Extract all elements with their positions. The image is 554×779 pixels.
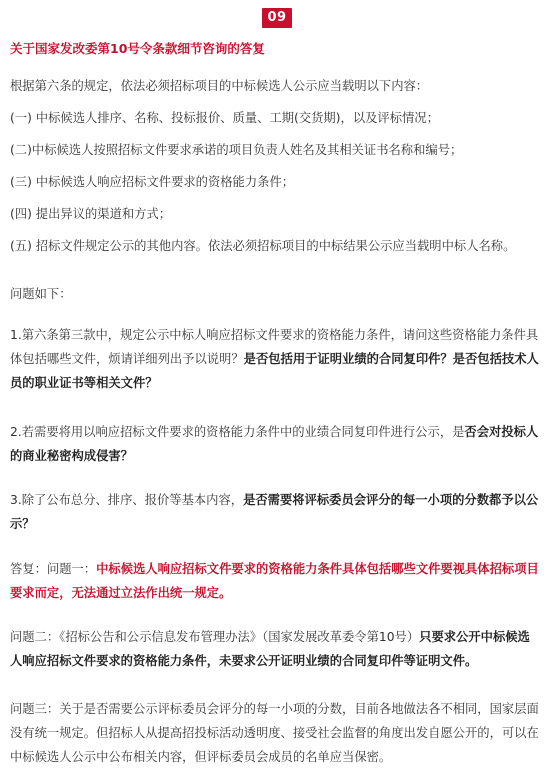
question-1-emphasis: 是否包括用于证明业绩的合同复印件？是否包括技术人员的职业证书等相关文件？ (10, 352, 539, 390)
list-item: (五) 招标文件规定公示的其他内容。依法必须招标项目的中标结果公示应当载明中标人名称。 (10, 239, 516, 253)
list-item: (四) 提出异议的渠道和方式； (10, 207, 172, 221)
questions-label: 问题如下： (10, 287, 72, 301)
answer-2 (10, 625, 540, 673)
intro-paragraph: 根据第六条的规定，依法必须招标项目的中标候选人公示应当载明以下内容： (10, 79, 429, 93)
answer-3: 问题三：关于是否需要公示评标委员会评分的每一小项的分数，目前各地做法各不相同，国家层面没有统一规定。但招标人从提高招投标活动透明度、接受社会监督的角度出发自愿公开的，可以在中标候选人公示中公布相关内容，但评标委员会成员的名单应当保密。 (10, 702, 539, 764)
list-item: (一) 中标候选人排序、名称、投标报价、质量、工期(交货期)，以及评标情况； (10, 111, 439, 125)
question-2 (10, 420, 540, 468)
list-item: (三) 中标候选人响应招标文件要求的资格能力条件； (10, 175, 295, 189)
question-2-emphasis: 否会对投标人的商业秘密构成侵害？ (10, 425, 539, 463)
page-title: 关于国家发改委第10号令条款细节咨询的答复 (10, 41, 265, 56)
badge-row (0, 6, 554, 28)
question-1 (10, 323, 540, 395)
answer-1-label: 答复：问题一： (10, 562, 97, 576)
answer-1 (10, 557, 540, 605)
answer-1-emphasis: 中标候选人响应招标文件要求的资格能力条件具体包括哪些文件要视具体招标项目要求而定，无法通过立法作出统一规定。 (10, 562, 539, 600)
list-item: (二)中标候选人按照招标文件要求承诺的项目负责人姓名及其相关证书名称和编号； (10, 143, 463, 157)
question-1-text: 1.第六条第三款中，规定公示中标人响应招标文件要求的资格能力条件，请问这些资格能力条件具体包括哪些文件，烦请详细列出予以说明？ (10, 328, 539, 366)
question-3 (10, 488, 540, 536)
answer-2-text: 问题二：《招标公告和公示信息发布管理办法》（国家发展改革委令第10号） (10, 630, 420, 644)
question-3-emphasis: 是否需要将评标委员会评分的每一小项的分数都予以公示？ (10, 493, 539, 531)
question-3-text: 3.除了公布总分、排序、报价等基本内容， (10, 493, 244, 507)
section-number-badge: 09 (262, 8, 291, 28)
question-2-text: 2.若需要将用以响应招标文件要求的资格能力条件中的业绩合同复印件进行公示，是 (10, 425, 465, 439)
answer-2-emphasis: 只要求公开中标候选人响应招标文件要求的资格能力条件，未要求公开证明业绩的合同复印件等证明文件。 (10, 630, 530, 668)
